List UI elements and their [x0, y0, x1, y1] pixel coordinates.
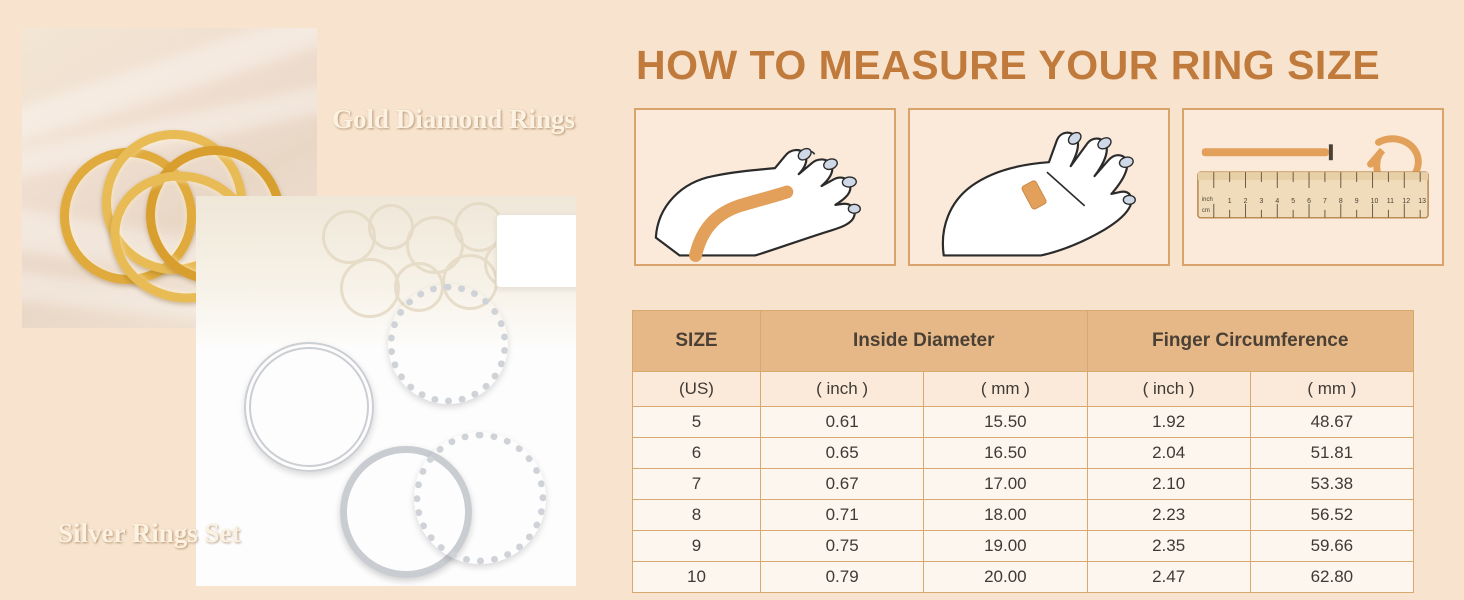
cell-circumference-mm: 62.80: [1250, 562, 1413, 593]
header-size: SIZE: [633, 311, 761, 372]
svg-text:8: 8: [1338, 197, 1343, 205]
header-finger-circumference: Finger Circumference: [1087, 311, 1414, 372]
cell-circumference-mm: 48.67: [1250, 407, 1413, 438]
svg-text:7: 7: [1322, 197, 1327, 205]
table-sub-header-row: [633, 372, 1414, 407]
page-title: HOW TO MEASURE YOUR RING SIZE: [636, 42, 1381, 88]
cell-circumference-inch: 2.35: [1087, 531, 1250, 562]
cell-circumference-mm: 56.52: [1250, 500, 1413, 531]
cell-diameter-mm: 18.00: [924, 500, 1087, 531]
hand-with-string-icon: [636, 110, 894, 264]
svg-text:11: 11: [1386, 197, 1395, 205]
cell-circumference-inch: 2.47: [1087, 562, 1250, 593]
step-2-card: [908, 108, 1170, 266]
svg-text:2: 2: [1243, 197, 1248, 205]
cell-diameter-inch: 0.61: [761, 407, 924, 438]
svg-text:4: 4: [1275, 197, 1280, 205]
step-1-card: [634, 108, 896, 266]
table-row: [633, 469, 1414, 500]
cell-circumference-inch: 2.10: [1087, 469, 1250, 500]
cell-diameter-inch: 0.75: [761, 531, 924, 562]
cell-diameter-inch: 0.67: [761, 469, 924, 500]
beaded-ring: [414, 432, 546, 564]
svg-text:3: 3: [1259, 197, 1264, 205]
table-row: [633, 531, 1414, 562]
svg-text:5: 5: [1291, 197, 1296, 205]
steps-row: [634, 108, 1444, 266]
pave-eternity-ring: [388, 284, 508, 404]
cell-circumference-mm: 51.81: [1250, 438, 1413, 469]
cell-circumference-mm: 59.66: [1250, 531, 1413, 562]
svg-text:10: 10: [1370, 197, 1379, 205]
header-inside-diameter: Inside Diameter: [761, 311, 1088, 372]
table-row: [633, 407, 1414, 438]
cell-diameter-mm: 19.00: [924, 531, 1087, 562]
product-photos-panel: [0, 0, 600, 600]
svg-text:inch: inch: [1201, 196, 1213, 203]
subheader-diameter-mm: ( mm ): [924, 372, 1087, 407]
cell-circumference-mm: 53.38: [1250, 469, 1413, 500]
svg-text:12: 12: [1402, 197, 1411, 205]
cell-size: 9: [633, 531, 761, 562]
subheader-circumference-inch: ( inch ): [1087, 372, 1250, 407]
svg-text:13: 13: [1418, 197, 1427, 205]
ruler-and-string-icon: [1184, 110, 1442, 264]
ring-size-table-wrap: [632, 310, 1414, 593]
twist-ring: [234, 332, 385, 483]
cell-size: 7: [633, 469, 761, 500]
svg-text:6: 6: [1307, 197, 1311, 205]
cell-size: 5: [633, 407, 761, 438]
cell-diameter-inch: 0.65: [761, 438, 924, 469]
cell-diameter-mm: 20.00: [924, 562, 1087, 593]
ring-size-table: [632, 310, 1414, 593]
cell-circumference-inch: 2.04: [1087, 438, 1250, 469]
cell-diameter-mm: 16.50: [924, 438, 1087, 469]
step-3-card: [1182, 108, 1444, 266]
cell-size: 10: [633, 562, 761, 593]
silver-rings-caption: Silver Rings Set: [58, 518, 241, 548]
cell-circumference-inch: 1.92: [1087, 407, 1250, 438]
table-row: [633, 500, 1414, 531]
table-group-header-row: [633, 311, 1414, 372]
cell-diameter-mm: 15.50: [924, 407, 1087, 438]
cell-size: 6: [633, 438, 761, 469]
cell-circumference-inch: 2.23: [1087, 500, 1250, 531]
cell-diameter-mm: 17.00: [924, 469, 1087, 500]
silver-rings-photo: [196, 196, 576, 586]
table-row: [633, 438, 1414, 469]
svg-text:9: 9: [1354, 197, 1359, 205]
cell-size: 8: [633, 500, 761, 531]
table-row: [633, 562, 1414, 593]
svg-text:1: 1: [1227, 197, 1232, 205]
jewelry-box: [496, 214, 576, 288]
svg-text:cm: cm: [1201, 207, 1210, 214]
subheader-us: (US): [633, 372, 761, 407]
cell-diameter-inch: 0.71: [761, 500, 924, 531]
cell-diameter-inch: 0.79: [761, 562, 924, 593]
subheader-diameter-inch: ( inch ): [761, 372, 924, 407]
gold-rings-caption: Gold Diamond Rings: [332, 104, 576, 134]
hand-with-ring-marked-icon: [910, 110, 1168, 264]
subheader-circumference-mm: ( mm ): [1250, 372, 1413, 407]
